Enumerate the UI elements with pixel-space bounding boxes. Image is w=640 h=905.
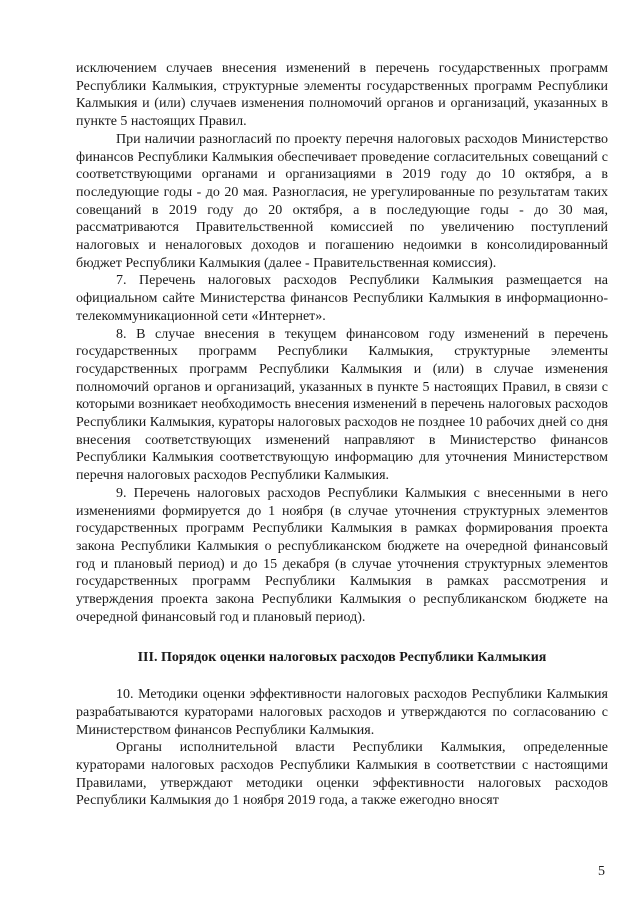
paragraph-item-7: 7. Перечень налоговых расходов Республики Калмыкия размещается на официальном сайте Министерства финансов Республики Калмыкия в информационно-телекоммуникационной сети «Интернет». bbox=[76, 273, 608, 324]
paragraph-continuation: исключением случаев внесения изменений в перечень государственных программ Республики Калмыкия, структурные элементы государственных программ Республики Калмыкия и (или) случаев изменения полномочий органов и организаций, указанных в пункте 5 настоящих Правил. bbox=[76, 61, 608, 130]
paragraph-item-8: 8. В случае внесения в текущем финансовом году изменений в перечень государственных программ Республики Калмыкия, структурные элементы государственных программ Республики Калмыкия и (или) в случае изменения полномочий органов и организаций, указанных в пункте 5 настоящих Правил, в связи с которыми возникает необходимость внесения изменений в перечень налоговых расходов Республики Калмыкия, кураторы налоговых расходов не позднее 10 рабочих дней со дня внесения соответствующих изменений направляют в Министерство финансов Республики Калмыкия соответствующую информацию для уточнения Министерством перечня налоговых расходов Республики Калмыкия. bbox=[76, 326, 608, 484]
document-body bbox=[76, 60, 608, 810]
paragraph-executive-bodies: Органы исполнительной власти Республики Калмыкия, определенные кураторами налоговых расходов Республики Калмыкия в соответствии с настоящими Правилами, утверждают методики оценки эффективности налоговых расходов Республики Калмыкия до 1 ноября 2019 года, а также ежегодно вносят bbox=[76, 740, 608, 809]
paragraph-item-10: 10. Методики оценки эффективности налоговых расходов Республики Калмыкия разрабатываются кураторами налоговых расходов и утверждаются по согласованию с Министерством финансов Республики Калмыкия. bbox=[76, 687, 608, 738]
section-heading: III. Порядок оценки налоговых расходов Республики Калмыкия bbox=[137, 649, 547, 665]
page-number: 5 bbox=[598, 864, 605, 879]
paragraph-disagreements: При наличии разногласий по проекту перечня налоговых расходов Министерство финансов Республики Калмыкия обеспечивает проведение согласительных совещаний с соответствующими органами и организациями в 2019 году до 10 октября, а в последующие годы - до 20 мая. Разногласия, не урегулированные по результатам таких совещаний в 2019 году до 20 октября, а в последующие годы - до 30 мая, рассматриваются Правительственной комиссией по увеличению поступлений налоговых и неналоговых доходов и погашению недоимки в консолидированный бюджет Республики Калмыкия (далее - Правительственная комиссия). bbox=[76, 131, 608, 271]
paragraph-item-9: 9. Перечень налоговых расходов Республики Калмыкия с внесенными в него изменениями формируется до 1 ноября (в случае уточнения структурных элементов государственных программ Республики Калмыкия в рамках формирования проекта закона Республики Калмыкия о республиканском бюджете на очередной финансовый год и плановый период) и до 15 декабря (в случае уточнения структурных элементов государственных программ Республики Калмыкия в рамках рассмотрения и утверждения проекта закона Республики Калмыкия о республиканском бюджете на очередной финансовый год и плановый период). bbox=[76, 485, 608, 625]
